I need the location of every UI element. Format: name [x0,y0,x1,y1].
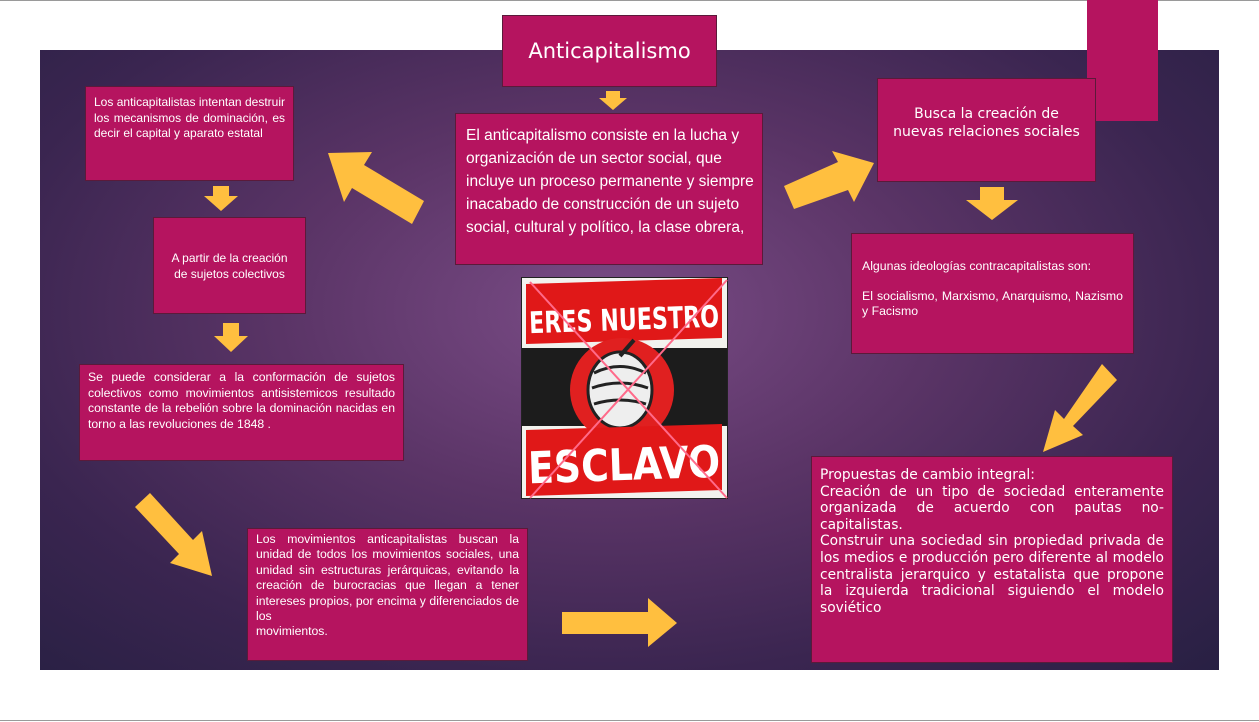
arrow-down-right-1-icon [965,187,1019,221]
top-border [0,0,1259,1]
corner-accent [1087,0,1158,121]
bottom-border [0,720,1259,721]
bottom-box-text: Los movimientos anticapitalistas buscan la unidad de todos los movimientos sociales, una unidad sin estructuras jerárquicas, evitando la creación de burocracias que llegan a tener intereses propios, por encima y diferenciados de los [256,532,519,624]
left-box-1 [85,86,294,181]
poster-bottom-text: ESCLAVO [527,435,753,495]
page-title: Anticapitalismo [528,39,691,63]
arrow-down-title-icon [598,91,628,111]
eres-nuestro-esclavo-poster [521,277,787,499]
left-box-1-text: Los anticapitalistas intentan destruir los mecanismos de dominación, es decir el capital y aparato estatal [94,95,285,140]
arrow-right-bottom-icon [562,598,678,648]
bottom-box-tail: movimientos. [256,624,328,639]
right-box-3-heading: Propuestas de cambio integral: [820,467,1035,483]
arrow-up-right-icon [784,148,876,210]
poster-top-text: ERES NUESTRO [528,297,787,342]
left-box-3 [79,364,404,461]
bottom-box [247,528,528,661]
right-box-2-list: El socialismo, Marxismo, Anarquismo, Nazismo y Facismo [862,288,1123,318]
left-box-3-text: Se puede considerar a la conformación de sujetos colectivos como movimientos antisistemicos resultado constante de la rebelión sobre la dominación nacidas en torno a las revoluciones de 1848 . [88,370,395,431]
right-box-3-line2: Creación de un tipo de sociedad enteramente organizada de acuerdo con pautas no-capitalistas. [820,483,1164,533]
arrow-up-left-icon [326,148,426,226]
arrow-down-left-1-icon [203,186,239,212]
right-box-1-text: Busca la creación de nuevas relaciones sociales [893,106,1080,140]
arrow-down-left-2-icon [213,323,249,353]
center-text: El anticapitalismo consiste en la lucha y organización de un sector social, que incluye un proceso permanente y siempre inacabado de construcción de un sujeto social, cultural y político, la clase obrera, [466,127,754,236]
right-box-2-title: Algunas ideologías contracapitalistas son: [862,259,1091,273]
left-box-2-text: A partir de la creación de sujetos colectivos [171,250,288,281]
left-box-2 [153,217,306,314]
title-box [502,15,717,87]
right-box-3-line3: Construir una sociedad sin propiedad privada de los medios e producción pero diferente al modelo centralista jerarquico y estatalista que propone la izquierda tradicional siguiendo el modelo soviético [820,533,1164,616]
right-box-3 [811,456,1173,663]
arrow-diagonal-down-right-icon [133,491,218,581]
right-box-1 [877,78,1096,182]
right-box-2 [851,233,1134,354]
poster-graphic [522,278,787,498]
center-box [455,113,763,265]
arrow-diagonal-down-left-icon [1042,364,1118,454]
